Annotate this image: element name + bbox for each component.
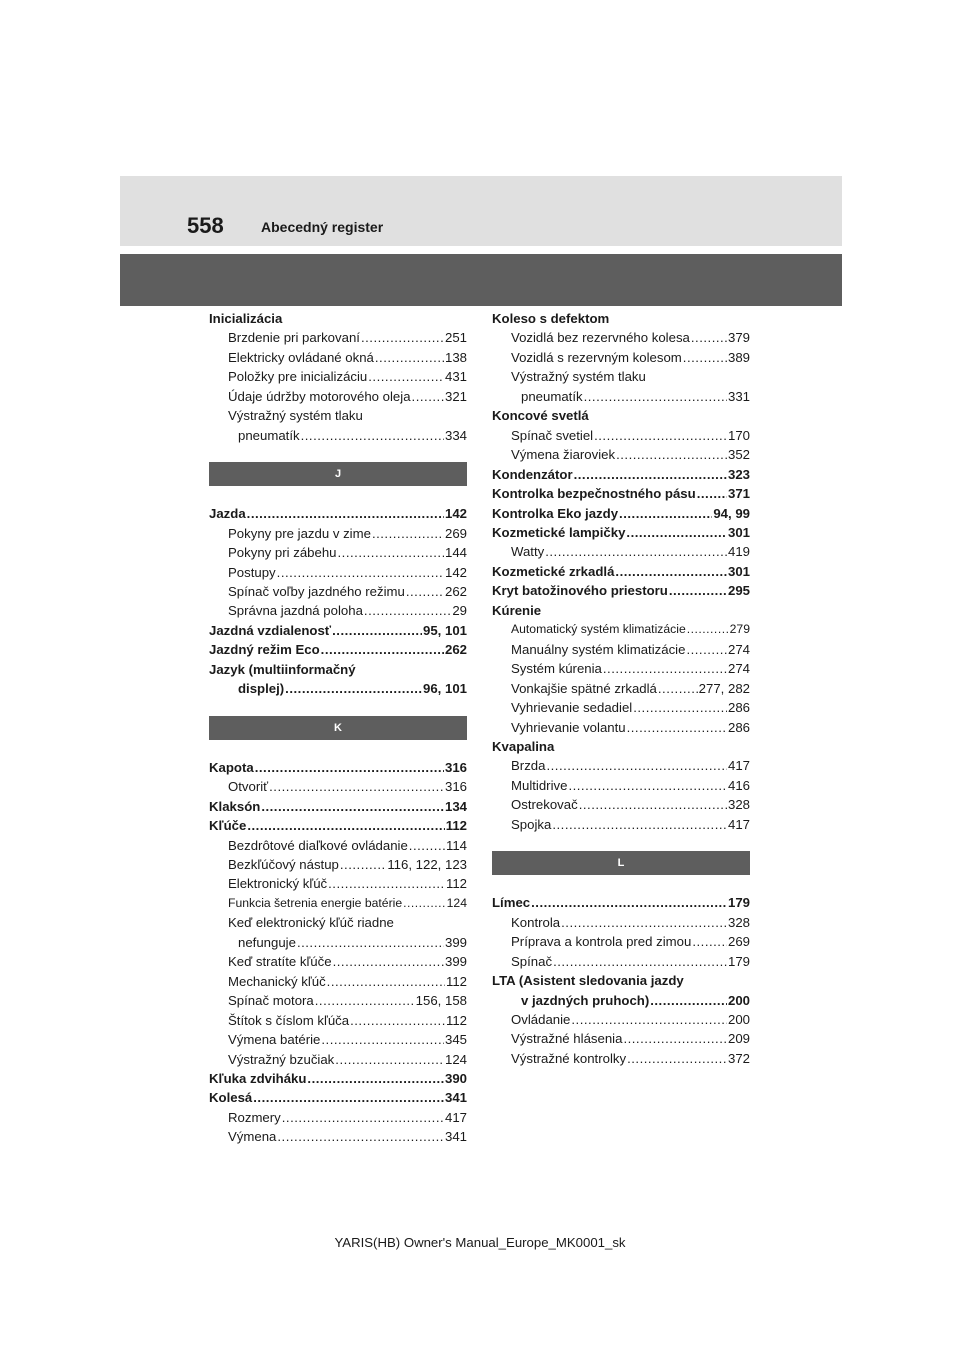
index-entry xyxy=(492,991,750,1010)
index-entry-text: Údaje údržby motorového oleja xyxy=(228,388,411,404)
index-entry xyxy=(209,1030,467,1049)
index-entry-text: LTA (Asistent sledovania jazdy xyxy=(492,973,684,989)
index-entry-page: 334 xyxy=(444,427,467,443)
dot-leader xyxy=(669,581,727,600)
index-entry-page: 95, 101 xyxy=(423,622,467,638)
index-entry xyxy=(209,1108,467,1127)
index-entry-text: Výmena žiaroviek xyxy=(511,447,616,463)
index-entry-text: Vonkajšie spätné zrkadlá xyxy=(511,680,657,696)
dot-leader xyxy=(335,1050,444,1069)
index-entry xyxy=(209,309,467,328)
dot-leader xyxy=(552,815,727,834)
index-entry-page: 279 xyxy=(729,622,750,637)
index-entry-page: 179 xyxy=(727,895,750,911)
index-entry-text: Jazda xyxy=(209,506,246,522)
index-entry-page: 431 xyxy=(444,369,467,385)
index-entry-text: Príprava a kontrola pred zimou xyxy=(511,934,692,950)
index-entry xyxy=(209,855,467,874)
index-entry xyxy=(492,913,750,932)
index-entry-page: 179 xyxy=(727,953,750,969)
dot-leader xyxy=(247,504,444,523)
index-entry-page: 286 xyxy=(727,700,750,716)
index-entry xyxy=(492,328,750,347)
index-entry-text: Spínač xyxy=(511,953,553,969)
index-entry-page: 341 xyxy=(444,1129,467,1145)
dot-leader xyxy=(697,484,727,503)
dot-leader xyxy=(616,445,727,464)
dot-leader xyxy=(626,523,727,542)
index-entry xyxy=(492,484,750,503)
index-entry xyxy=(209,1069,467,1088)
index-entry-text: Mechanický kľúč xyxy=(228,973,326,989)
index-entry-text: Límec xyxy=(492,895,531,911)
index-entry-text: Výstražné hlásenia xyxy=(511,1031,623,1047)
index-entry-page: 112 xyxy=(445,876,467,892)
dot-leader xyxy=(261,797,444,816)
dot-leader xyxy=(253,1088,444,1107)
index-entry-page: 372 xyxy=(727,1050,750,1066)
dot-leader xyxy=(368,367,444,386)
index-entry-text: Jazdný režim Eco xyxy=(209,642,320,658)
index-entry-page: 274 xyxy=(727,661,750,677)
dot-leader xyxy=(332,621,422,640)
index-entry xyxy=(492,309,750,328)
index-entry xyxy=(209,524,467,543)
dot-leader xyxy=(627,1049,727,1068)
dot-leader xyxy=(658,679,698,698)
index-entry xyxy=(209,601,467,620)
dot-leader xyxy=(683,348,727,367)
index-entry-text: Kozmetické lampičky xyxy=(492,524,626,540)
index-entry-text: Vyhrievanie sedadiel xyxy=(511,700,633,716)
index-entry-text: nefunguje xyxy=(238,934,296,950)
index-entry xyxy=(209,758,467,777)
index-entry-text: Spínač svetiel xyxy=(511,427,594,443)
index-entry xyxy=(209,952,467,971)
index-entry-text: Keď stratíte kľúče xyxy=(228,954,332,970)
index-entry-page: 251 xyxy=(444,330,467,346)
index-entry xyxy=(492,815,750,834)
index-entry-page: 331 xyxy=(727,388,750,404)
index-entry-text: Kryt batožinového priestoru xyxy=(492,583,668,599)
dot-leader xyxy=(571,1010,727,1029)
header-band-light xyxy=(120,176,842,246)
index-entry-text: Výmena xyxy=(228,1129,277,1145)
index-entry-page: 274 xyxy=(727,641,750,657)
index-entry xyxy=(492,893,750,912)
dot-leader xyxy=(594,426,727,445)
index-entry-page: 170 xyxy=(727,427,750,443)
index-entry-page: 321 xyxy=(444,388,467,404)
index-entry-page: 399 xyxy=(444,934,467,950)
index-entry xyxy=(492,348,750,367)
index-entry xyxy=(492,776,750,795)
dot-leader xyxy=(333,952,444,971)
index-entry-text: Kontrolka Eko jazdy xyxy=(492,505,619,521)
index-entry-text: v jazdných pruhoch) xyxy=(521,992,650,1008)
index-entry-text: Položky pre inicializáciu xyxy=(228,369,368,385)
header-band-dark xyxy=(120,254,842,306)
dot-leader xyxy=(579,795,727,814)
index-entry xyxy=(492,698,750,717)
index-entry-text: Bezdrôtové diaľkové ovládanie xyxy=(228,837,408,853)
index-entry-page: 371 xyxy=(727,486,750,502)
index-entry-page: 379 xyxy=(727,330,750,346)
dot-leader xyxy=(692,932,727,951)
index-entry xyxy=(209,1127,467,1146)
dot-leader xyxy=(372,524,444,543)
index-entry-text: Pokyny pre jazdu v zime xyxy=(228,525,371,541)
index-entry xyxy=(492,581,750,600)
index-entry-page: 134 xyxy=(444,798,467,814)
index-entry-text: Systém kúrenia xyxy=(511,661,602,677)
index-entry xyxy=(209,621,467,640)
dot-leader xyxy=(619,504,712,523)
index-entry xyxy=(209,640,467,659)
index-entry-page: 417 xyxy=(727,758,750,774)
index-entry-text: Spínač motora xyxy=(228,993,314,1009)
section-title: Abecedný register xyxy=(261,219,384,235)
index-entry-text: Bezkľúčový nástup xyxy=(228,856,339,872)
index-entry-page: 138 xyxy=(444,349,467,365)
page-number: 558 xyxy=(187,213,224,238)
index-entry-text: Kľuka zdviháku xyxy=(209,1070,307,1086)
index-entry-text: Elektronický kľúč xyxy=(228,876,328,892)
index-entry xyxy=(492,640,750,659)
index-entry xyxy=(492,795,750,814)
index-entry-page: 94, 99 xyxy=(713,505,750,521)
index-entry-text: Ostrekovač xyxy=(511,797,578,813)
dot-leader xyxy=(338,543,444,562)
index-entry-text: Rozmery xyxy=(228,1109,281,1125)
index-entry-page: 277, 282 xyxy=(698,680,750,696)
index-entry-page: 96, 101 xyxy=(423,681,467,697)
index-entry xyxy=(492,465,750,484)
index-entry xyxy=(209,328,467,347)
index-entry-page: 29 xyxy=(452,603,467,619)
dot-leader xyxy=(687,620,729,639)
index-entry-text: Štítok s číslom kľúča xyxy=(228,1012,350,1028)
index-entry-page: 323 xyxy=(727,466,750,482)
dot-leader xyxy=(686,640,727,659)
index-entry-page: 417 xyxy=(444,1109,467,1125)
index-entry-page: 200 xyxy=(727,992,750,1008)
index-entry-page: 116, 122, 123 xyxy=(387,856,467,872)
index-entry-page: 389 xyxy=(727,349,750,365)
index-entry-page: 112 xyxy=(445,973,467,989)
index-entry-page: 112 xyxy=(445,818,467,834)
index-entry-page: 399 xyxy=(444,954,467,970)
index-entry-text: Kontrola xyxy=(511,914,561,930)
index-entry xyxy=(209,563,467,582)
index-entry xyxy=(492,620,750,639)
index-entry-text: Koleso s defektom xyxy=(492,311,610,326)
index-entry xyxy=(209,367,467,386)
index-entry-text: Watty xyxy=(511,544,545,560)
index-entry xyxy=(209,406,467,425)
index-entry xyxy=(492,971,750,990)
dot-leader xyxy=(650,991,727,1010)
index-entry xyxy=(209,426,467,445)
index-entry-page: 124 xyxy=(446,895,467,910)
index-entry xyxy=(209,894,467,913)
index-entry-text: Automatický systém klimatizácie xyxy=(511,622,686,637)
index-entry-page: 269 xyxy=(727,934,750,950)
index-entry-text: Kozmetické zrkadlá xyxy=(492,563,615,579)
index-entry-text: Kľúče xyxy=(209,818,247,834)
index-column-left xyxy=(209,309,467,1147)
index-entry-text: Brzdenie pri parkovaní xyxy=(228,330,360,346)
index-entry-page: 352 xyxy=(727,447,750,463)
index-entry xyxy=(492,504,750,523)
index-entry xyxy=(209,797,467,816)
dot-leader xyxy=(277,563,444,582)
index-entry-text: Výstražný systém tlaku xyxy=(511,369,646,385)
index-entry-page: 341 xyxy=(444,1090,467,1106)
index-entry xyxy=(209,1050,467,1069)
index-entry xyxy=(492,932,750,951)
section-letter-bar: J xyxy=(209,462,467,486)
index-entry xyxy=(209,836,467,855)
index-entry-page: 269 xyxy=(444,525,467,541)
index-entry xyxy=(492,679,750,698)
index-entry-page: 156, 158 xyxy=(415,993,467,1009)
index-entry-text: Vozidlá bez rezervného kolesa xyxy=(511,330,690,346)
section-letter-bar: K xyxy=(209,716,467,740)
dot-leader xyxy=(545,542,727,561)
dot-leader xyxy=(364,601,451,620)
index-entry-text: Pokyny pri zábehu xyxy=(228,545,337,561)
index-entry-page: 390 xyxy=(444,1070,467,1086)
index-entry-page: 417 xyxy=(727,816,750,832)
index-entry-text: Vozidlá s rezervným kolesom xyxy=(511,349,682,365)
index-entry xyxy=(209,582,467,601)
index-entry xyxy=(492,426,750,445)
index-entry xyxy=(209,972,467,991)
index-entry xyxy=(209,660,467,679)
index-entry-text: Spojka xyxy=(511,816,552,832)
index-column-right xyxy=(492,309,750,1068)
index-entry-page: 416 xyxy=(727,777,750,793)
dot-leader xyxy=(361,328,444,347)
index-entry-text: Jazyk (multiinformačný xyxy=(209,661,356,677)
index-entry xyxy=(492,1029,750,1048)
index-entry xyxy=(492,756,750,775)
index-entry xyxy=(209,387,467,406)
index-entry-text: Inicializácia xyxy=(209,311,283,326)
index-entry-page: 124 xyxy=(444,1051,467,1067)
index-entry-page: 200 xyxy=(727,1011,750,1027)
index-entry-page: 295 xyxy=(727,583,750,599)
dot-leader xyxy=(375,348,444,367)
index-entry xyxy=(492,387,750,406)
section-letter-bar: L xyxy=(492,851,750,875)
dot-leader xyxy=(277,1127,444,1146)
index-entry-page: 142 xyxy=(444,564,467,580)
dot-leader xyxy=(255,758,444,777)
index-entry-page: 328 xyxy=(727,914,750,930)
index-entry-text: Koncové svetlá xyxy=(492,408,589,424)
index-entry-page: 142 xyxy=(444,506,467,522)
dot-leader xyxy=(328,874,445,893)
dot-leader xyxy=(282,1108,444,1127)
index-entry-text: Spínač voľby jazdného režimu xyxy=(228,583,405,599)
index-entry-page: 301 xyxy=(727,524,750,540)
dot-leader xyxy=(627,718,727,737)
index-entry-text: Brzda xyxy=(511,758,546,774)
index-entry-page: 112 xyxy=(445,1012,467,1028)
index-entry-text: Manuálny systém klimatizácie xyxy=(511,641,686,657)
index-entry-page: 316 xyxy=(444,779,467,795)
index-entry-text: Výstražné kontrolky xyxy=(511,1050,627,1066)
dot-leader xyxy=(315,991,415,1010)
dot-leader xyxy=(321,640,444,659)
index-entry xyxy=(209,1011,467,1030)
index-entry xyxy=(492,1010,750,1029)
index-entry xyxy=(492,542,750,561)
index-entry-text: Výstražný bzučiak xyxy=(228,1051,335,1067)
index-entry-text: Výstražný systém tlaku xyxy=(228,408,363,424)
dot-leader xyxy=(412,387,444,406)
index-entry xyxy=(209,933,467,952)
index-entry-text: pneumatík xyxy=(238,427,300,443)
index-entry-text: Kondenzátor xyxy=(492,466,573,482)
index-entry-text: Jazdná vzdialenosť xyxy=(209,622,332,638)
index-entry xyxy=(492,406,750,425)
dot-leader xyxy=(561,913,727,932)
index-entry-page: 328 xyxy=(727,797,750,813)
index-entry-page: 345 xyxy=(444,1032,467,1048)
index-entry xyxy=(209,913,467,932)
dot-leader xyxy=(247,816,444,835)
index-entry xyxy=(209,991,467,1010)
index-entry xyxy=(492,718,750,737)
index-entry-text: Multidrive xyxy=(511,777,568,793)
index-entry xyxy=(209,1088,467,1107)
dot-leader xyxy=(546,756,727,775)
index-entry-page: 144 xyxy=(444,545,467,561)
dot-leader xyxy=(269,777,444,796)
footer-text: YARIS(HB) Owner's Manual_Europe_MK0001_sk xyxy=(334,1235,626,1250)
index-entry-text: displej) xyxy=(238,681,285,697)
index-entry-page: 286 xyxy=(727,719,750,735)
index-entry-text: Kolesá xyxy=(209,1090,253,1106)
index-entry xyxy=(492,952,750,971)
dot-leader xyxy=(531,893,727,912)
index-entry-text: Kúrenie xyxy=(492,602,542,618)
index-entry-text: Výmena batérie xyxy=(228,1032,321,1048)
index-entry xyxy=(492,523,750,542)
dot-leader xyxy=(285,679,422,698)
index-entry-text: Ovládanie xyxy=(511,1011,571,1027)
index-entry-page: 262 xyxy=(444,583,467,599)
index-entry xyxy=(492,445,750,464)
dot-leader xyxy=(307,1069,444,1088)
index-entry xyxy=(492,562,750,581)
dot-leader xyxy=(321,1030,444,1049)
dot-leader xyxy=(406,582,444,601)
index-entry-page: 301 xyxy=(727,563,750,579)
index-entry-page: 114 xyxy=(445,837,467,853)
index-entry-text: Otvoriť xyxy=(228,779,269,795)
index-entry xyxy=(209,679,467,698)
index-entry xyxy=(492,659,750,678)
index-entry xyxy=(492,1049,750,1068)
index-entry xyxy=(209,816,467,835)
dot-leader xyxy=(403,894,446,913)
dot-leader xyxy=(574,465,727,484)
index-entry-page: 262 xyxy=(444,642,467,658)
index-entry-text: Funkcia šetrenia energie batérie xyxy=(228,895,403,910)
index-entry xyxy=(209,543,467,562)
index-entry-text: Vyhrievanie volantu xyxy=(511,719,626,735)
dot-leader xyxy=(568,776,727,795)
index-entry-page: 316 xyxy=(444,759,467,775)
dot-leader xyxy=(297,933,444,952)
dot-leader xyxy=(633,698,727,717)
dot-leader xyxy=(584,387,727,406)
dot-leader xyxy=(623,1029,727,1048)
index-entry-text: Keď elektronický kľúč riadne xyxy=(228,915,394,931)
index-entry xyxy=(492,601,750,620)
index-entry-text: pneumatík xyxy=(521,388,583,404)
index-entry xyxy=(209,348,467,367)
index-entry-text: Kontrolka bezpečnostného pásu xyxy=(492,486,696,502)
index-entry-text: Klaksón xyxy=(209,798,261,814)
dot-leader xyxy=(691,328,727,347)
index-entry-text: Kvapalina xyxy=(492,738,555,754)
index-entry xyxy=(492,737,750,756)
index-entry xyxy=(209,874,467,893)
dot-leader xyxy=(553,952,727,971)
index-entry-text: Elektricky ovládané okná xyxy=(228,349,374,365)
dot-leader xyxy=(327,972,445,991)
index-entry-page: 209 xyxy=(727,1031,750,1047)
index-entry-text: Kapota xyxy=(209,759,254,775)
index-entry-page: 419 xyxy=(727,544,750,560)
index-entry xyxy=(492,367,750,386)
dot-leader xyxy=(603,659,727,678)
index-entry xyxy=(209,777,467,796)
index-entry-text: Postupy xyxy=(228,564,276,580)
index-entry-text: Správna jazdná poloha xyxy=(228,603,363,619)
dot-leader xyxy=(409,836,445,855)
dot-leader xyxy=(301,426,444,445)
dot-leader xyxy=(340,855,386,874)
index-entry xyxy=(209,504,467,523)
dot-leader xyxy=(615,562,727,581)
dot-leader xyxy=(350,1011,445,1030)
